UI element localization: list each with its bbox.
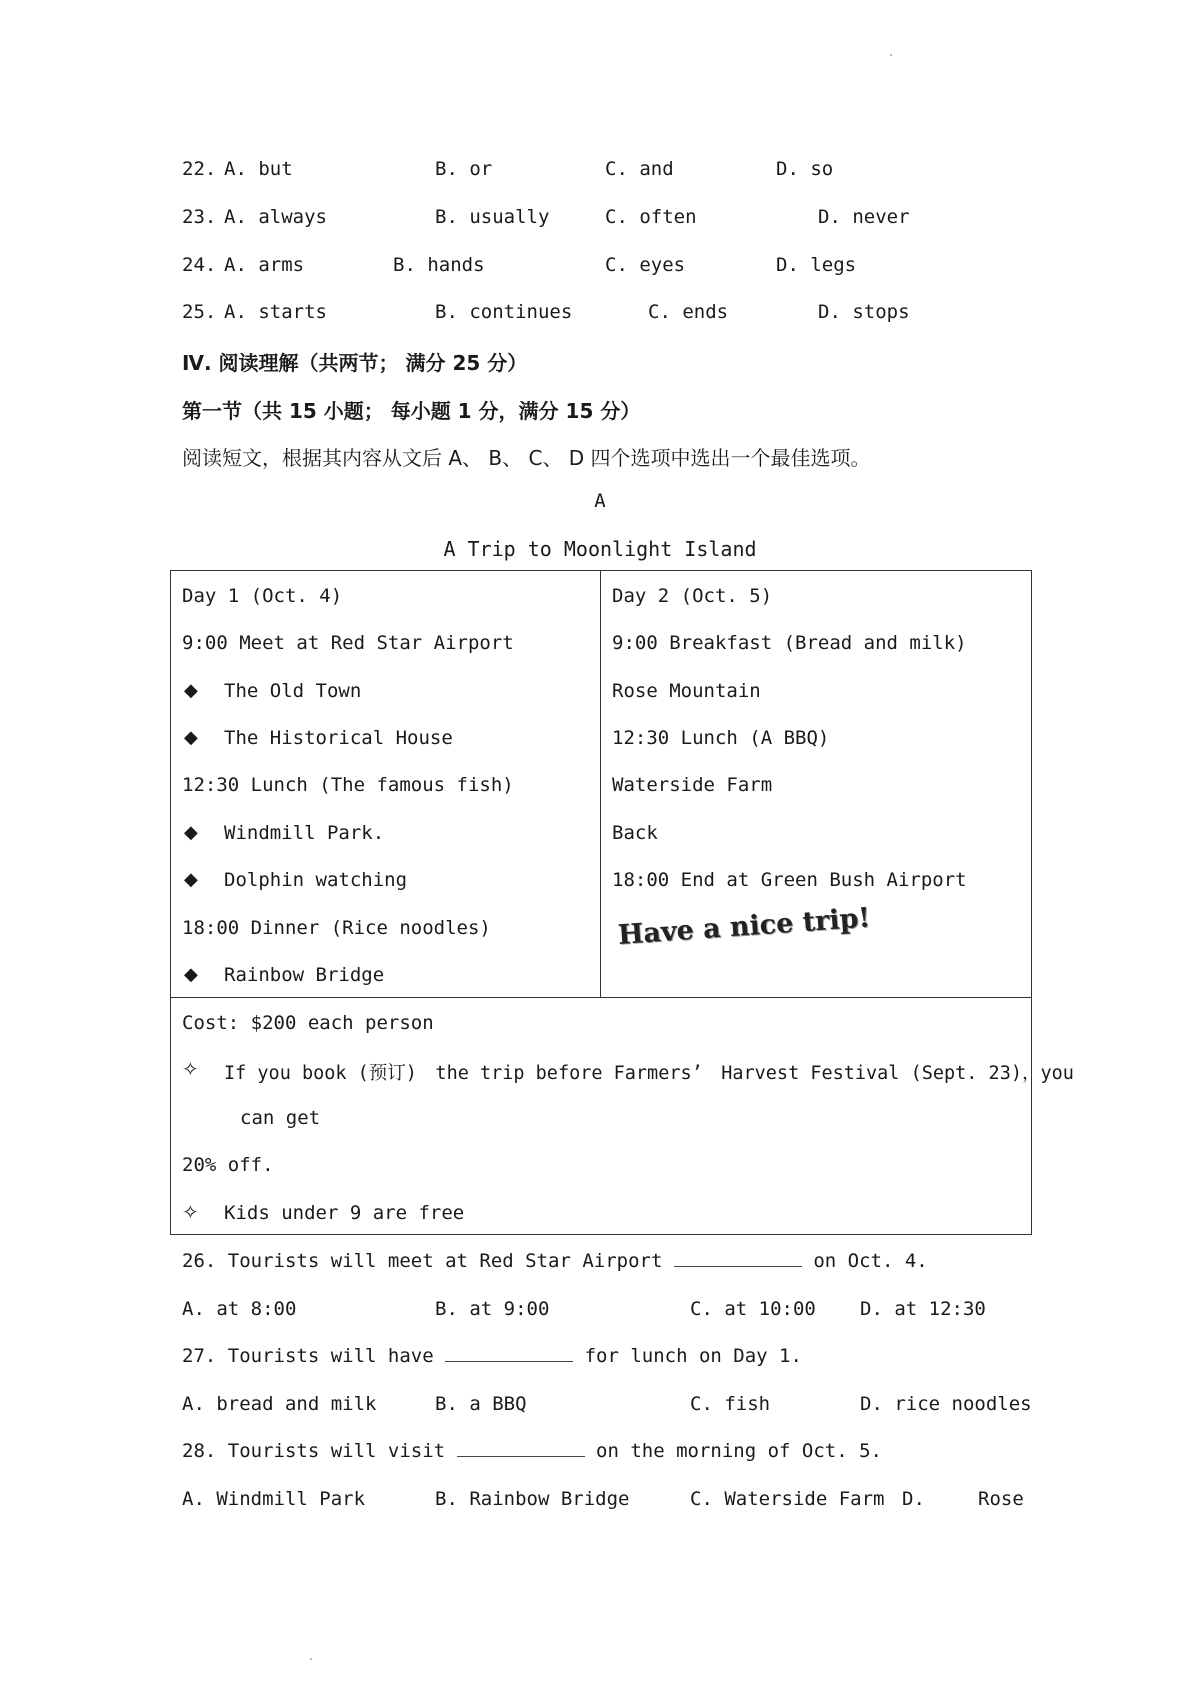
option-b: B. hands bbox=[393, 254, 485, 276]
option-a: A. arms bbox=[224, 254, 305, 276]
day2-item: Waterside Farm bbox=[612, 774, 773, 796]
option-c: C. at 10:00 bbox=[690, 1298, 816, 1320]
day1-item: Rainbow Bridge bbox=[224, 964, 385, 986]
scan-speck bbox=[310, 1658, 312, 1660]
day1-item: 9:00 Meet at Red Star Airport bbox=[182, 632, 514, 654]
question-number: 23. bbox=[182, 206, 217, 228]
option-b: B. Rainbow Bridge bbox=[435, 1488, 630, 1510]
answer-blank bbox=[445, 1347, 573, 1362]
reading-instruction: 阅读短文，根据其内容从文后 A、 B、 C、 D 四个选项中选出一个最佳选项。 bbox=[182, 446, 871, 470]
diamond-bullet-icon: ◆ bbox=[184, 964, 198, 985]
option-d: D. bbox=[902, 1488, 925, 1510]
option-c: C. Waterside Farm bbox=[690, 1488, 885, 1510]
day1-item: Windmill Park. bbox=[224, 822, 385, 844]
discount-note: If you book (预订) the trip before Farmers’ Harvest Festival (Sept. 23)，you bbox=[224, 1063, 1074, 1084]
passage-title: A Trip to Moonlight Island bbox=[443, 537, 757, 561]
diamond-bullet-icon: ◆ bbox=[184, 680, 198, 701]
diamond-bullet-icon: ◆ bbox=[184, 869, 198, 890]
option-b: B. continues bbox=[435, 301, 573, 323]
kids-free-note: Kids under 9 are free bbox=[224, 1202, 465, 1224]
section-subheading: 第一节（共 15 小题； 每小题 1 分，满分 15 分） bbox=[182, 399, 641, 423]
four-point-star-icon: ✧ bbox=[182, 1200, 199, 1224]
option-d: D. so bbox=[776, 158, 834, 180]
slogan-have-a-nice-trip: Have a nice trip! bbox=[616, 902, 872, 951]
option-d: D. never bbox=[818, 206, 910, 228]
stem-after: on the morning of Oct. 5. bbox=[596, 1440, 882, 1462]
day2-header: Day 2 (Oct. 5) bbox=[612, 585, 773, 607]
answer-blank bbox=[674, 1252, 802, 1267]
day1-header: Day 1 (Oct. 4) bbox=[182, 585, 343, 607]
day1-item: Dolphin watching bbox=[224, 869, 408, 891]
option-d: D. stops bbox=[818, 301, 910, 323]
question-number: 25. bbox=[182, 301, 217, 323]
table-column-divider bbox=[600, 570, 601, 997]
question-stem bbox=[182, 1345, 802, 1367]
question-stem bbox=[182, 1440, 882, 1462]
question-stem bbox=[182, 1250, 928, 1272]
option-d: D. legs bbox=[776, 254, 857, 276]
option-c: C. fish bbox=[690, 1393, 771, 1415]
option-c: C. and bbox=[605, 158, 674, 180]
option-c: C. ends bbox=[648, 301, 729, 323]
stem-after: for lunch on Day 1. bbox=[584, 1345, 802, 1367]
day1-item: The Old Town bbox=[224, 680, 362, 702]
passage-letter: A bbox=[594, 490, 606, 512]
stem-before: 26. Tourists will meet at Red Star Airport bbox=[182, 1250, 663, 1272]
option-c: C. eyes bbox=[605, 254, 686, 276]
option-a: A. bread and milk bbox=[182, 1393, 377, 1415]
option-a: A. but bbox=[224, 158, 293, 180]
option-b: B. a BBQ bbox=[435, 1393, 527, 1415]
day2-item: 18:00 End at Green Bush Airport bbox=[612, 869, 967, 891]
option-b: B. or bbox=[435, 158, 493, 180]
option-a: A. starts bbox=[224, 301, 327, 323]
option-a: A. Windmill Park bbox=[182, 1488, 366, 1510]
table-row-divider bbox=[170, 997, 1032, 998]
question-number: 24. bbox=[182, 254, 217, 276]
option-a: A. at 8:00 bbox=[182, 1298, 297, 1320]
stem-before: 28. Tourists will visit bbox=[182, 1440, 446, 1462]
cost-line: Cost: $200 each person bbox=[182, 1012, 434, 1034]
answer-blank bbox=[457, 1442, 585, 1457]
option-b: B. at 9:00 bbox=[435, 1298, 550, 1320]
scan-speck bbox=[890, 54, 892, 56]
day1-item: 18:00 Dinner (Rice noodles) bbox=[182, 917, 491, 939]
discount-note-cont: can get bbox=[240, 1107, 321, 1129]
day1-item: 12:30 Lunch (The famous fish) bbox=[182, 774, 514, 796]
four-point-star-icon: ✧ bbox=[182, 1057, 199, 1081]
itinerary-table bbox=[170, 570, 1032, 1235]
day2-item: 12:30 Lunch (A BBQ) bbox=[612, 727, 830, 749]
option-d: D. at 12:30 bbox=[860, 1298, 986, 1320]
day1-item: The Historical House bbox=[224, 727, 453, 749]
day2-item: Back bbox=[612, 822, 658, 844]
discount-amount: 20% off. bbox=[182, 1154, 274, 1176]
day2-item: 9:00 Breakfast (Bread and milk) bbox=[612, 632, 967, 654]
stem-after: on Oct. 4. bbox=[813, 1250, 928, 1272]
option-c: C. often bbox=[605, 206, 697, 228]
option-d: D. rice noodles bbox=[860, 1393, 1032, 1415]
stem-before: 27. Tourists will have bbox=[182, 1345, 434, 1367]
section-heading: Ⅳ. 阅读理解（共两节； 满分 25 分） bbox=[182, 351, 528, 375]
diamond-bullet-icon: ◆ bbox=[184, 727, 198, 748]
question-number: 22. bbox=[182, 158, 217, 180]
option-a: A. always bbox=[224, 206, 327, 228]
option-d-text: Rose bbox=[978, 1488, 1024, 1510]
diamond-bullet-icon: ◆ bbox=[184, 822, 198, 843]
option-b: B. usually bbox=[435, 206, 550, 228]
day2-item: Rose Mountain bbox=[612, 680, 761, 702]
